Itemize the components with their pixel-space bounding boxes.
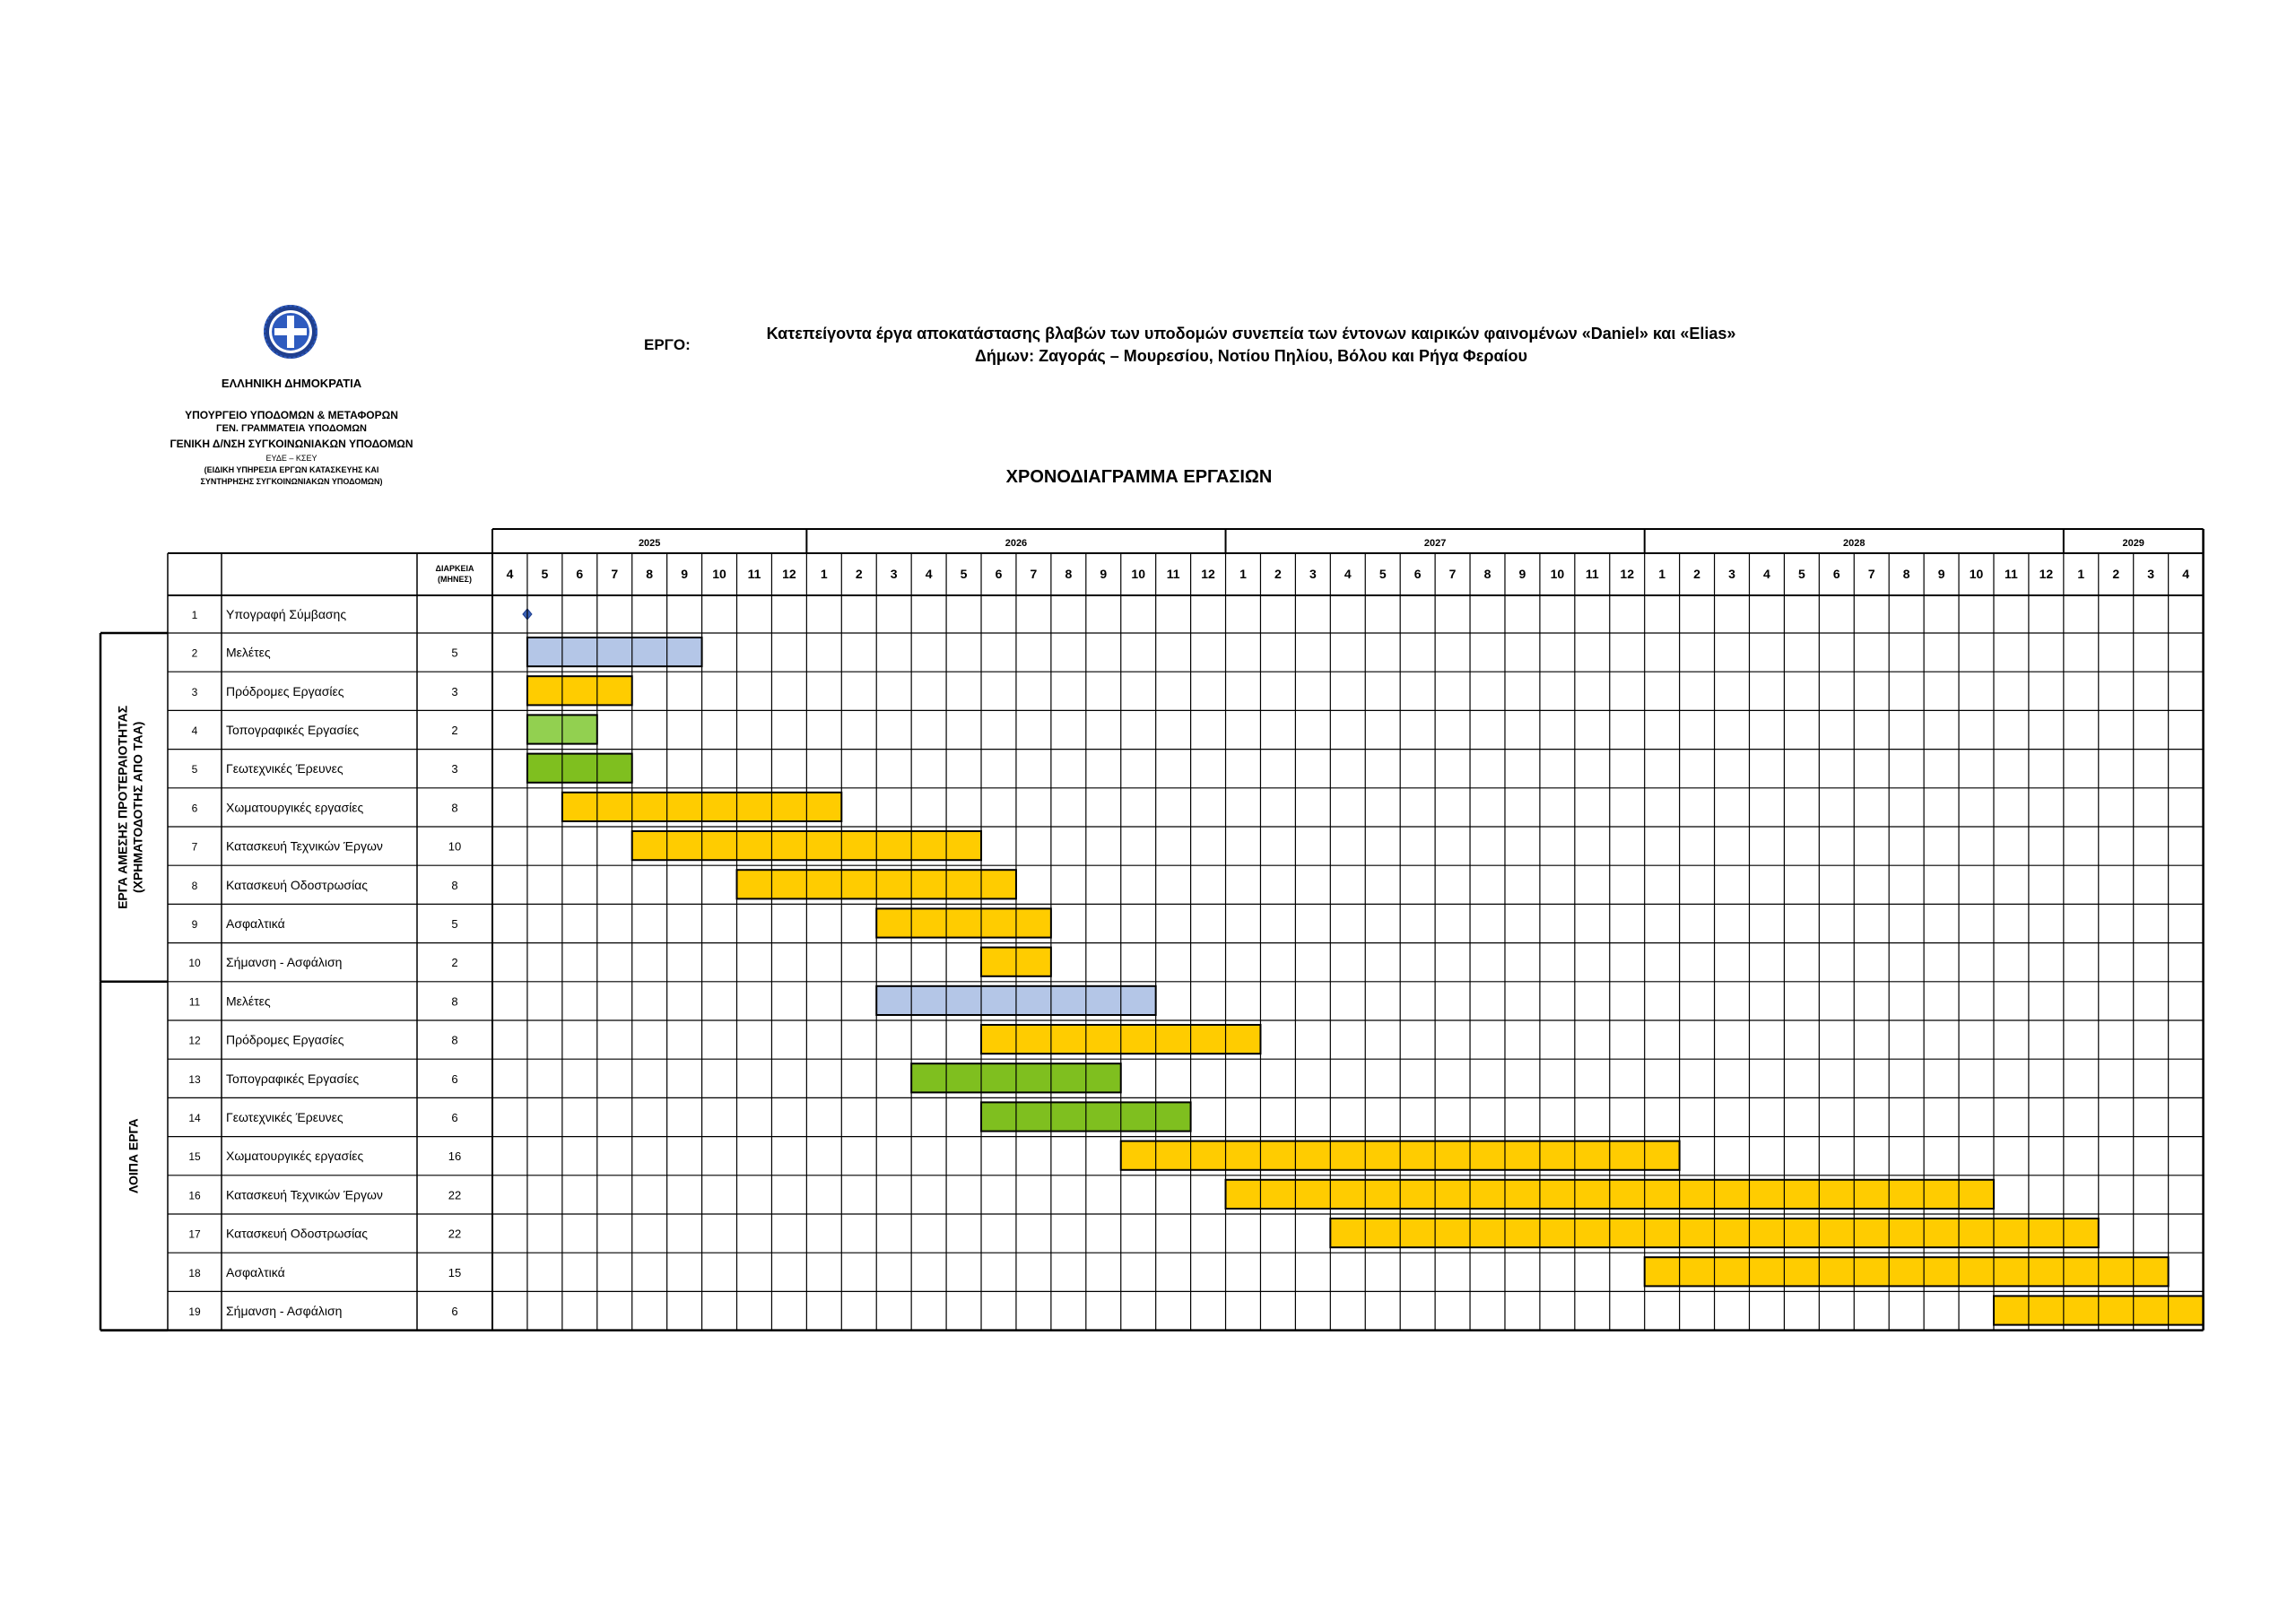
project-label: ΕΡΓΟ: — [644, 336, 691, 353]
month-label: 9 — [1100, 567, 1108, 581]
project-title-line-1: Κατεπείγοντα έργα αποκατάστασης βλαβών των υποδομών συνεπεία των έντονων καιρικών φαινομένων «Daniel» και «Elias» — [766, 325, 1736, 343]
task-name: Γεωτεχνικές Έρευνες — [226, 761, 344, 776]
month-label: 12 — [1201, 567, 1215, 581]
month-label: 4 — [1344, 567, 1352, 581]
task-duration: 3 — [451, 684, 458, 698]
month-label: 3 — [890, 567, 898, 581]
gantt-bar — [876, 908, 1051, 937]
month-label: 8 — [1483, 567, 1492, 581]
month-label: 10 — [1131, 567, 1145, 581]
month-label: 2 — [855, 567, 863, 581]
schedule-title: ΧΡΟΝΟΔΙΑΓΡΑΜΜΑ ΕΡΓΑΣΙΩΝ — [1005, 467, 1273, 487]
task-name: Κατασκευή Οδοστρωσίας — [226, 1226, 369, 1241]
month-label: 8 — [1065, 567, 1073, 581]
task-number: 18 — [188, 1266, 201, 1279]
month-label: 6 — [1413, 567, 1422, 581]
task-number: 15 — [188, 1150, 201, 1164]
group-label-sub: (ΧΡΗΜΑΤΟΔΟΤΗΣ ΑΠΟ ΤΑΑ) — [130, 721, 145, 894]
month-label: 10 — [1550, 567, 1565, 581]
month-label: 11 — [2005, 567, 2018, 581]
task-number: 2 — [191, 646, 198, 660]
month-label: 6 — [576, 567, 584, 581]
month-label: 1 — [820, 567, 828, 581]
month-label: 7 — [1030, 567, 1038, 581]
country-name: ΕΛΛΗΝΙΚΗ ΔΗΜΟΚΡΑΤΙΑ — [221, 377, 362, 390]
month-label: 6 — [1832, 567, 1840, 581]
task-duration: 16 — [448, 1149, 462, 1164]
duration-header-unit: (ΜΗΝΕΣ) — [438, 575, 472, 584]
task-duration: 2 — [451, 724, 458, 737]
month-label: 10 — [1969, 567, 1984, 581]
task-duration: 6 — [451, 1305, 458, 1318]
month-label: 9 — [681, 567, 689, 581]
task-name: Κατασκευή Τεχνικών Έργων — [226, 1187, 383, 1202]
task-duration: 8 — [451, 878, 458, 892]
month-label: 9 — [1518, 567, 1526, 581]
task-number: 16 — [188, 1189, 201, 1202]
month-label: 2 — [1693, 567, 1700, 581]
group-label: ΕΡΓΑ ΑΜΕΣΗΣ ΠΡΟΤΕΡΑΙΟΤΗΤΑΣ — [115, 705, 130, 909]
task-number: 10 — [188, 957, 201, 970]
task-name: Πρόδρομες Εργασίες — [226, 683, 344, 698]
month-label: 1 — [2077, 567, 2085, 581]
year-label: 2028 — [1843, 538, 1866, 549]
month-label: 7 — [1448, 567, 1457, 581]
task-number: 19 — [188, 1305, 201, 1318]
group-label: ΛΟΙΠΑ ΕΡΓΑ — [126, 1118, 141, 1193]
gantt-bar — [527, 676, 632, 705]
month-label: 2 — [2112, 567, 2120, 581]
task-duration: 22 — [448, 1227, 462, 1241]
task-name: Κατασκευή Τεχνικών Έργων — [226, 838, 383, 854]
month-label: 8 — [646, 567, 654, 581]
year-label: 2026 — [1004, 538, 1028, 549]
task-duration: 8 — [451, 1033, 458, 1047]
task-number: 17 — [188, 1227, 201, 1241]
task-number: 13 — [188, 1072, 201, 1086]
gantt-bar — [527, 754, 632, 783]
ministry-line-3: ΓΕΝΙΚΗ Δ/ΝΣΗ ΣΥΓΚΟΙΝΩΝΙΑΚΩΝ ΥΠΟΔΟΜΩΝ — [170, 438, 413, 450]
month-label: 4 — [506, 567, 514, 581]
task-name: Υπογραφή Σύμβασης — [226, 607, 347, 621]
month-label: 11 — [1585, 567, 1599, 581]
month-label: 8 — [1902, 567, 1910, 581]
task-duration: 3 — [451, 762, 458, 776]
month-label: 4 — [1763, 567, 1770, 581]
month-label: 12 — [1620, 567, 1635, 581]
month-label: 10 — [712, 567, 726, 581]
task-duration: 10 — [448, 839, 462, 854]
task-name: Χωματουργικές εργασίες — [226, 800, 364, 815]
month-label: 11 — [1166, 567, 1180, 581]
task-number: 8 — [191, 879, 198, 892]
gantt-bar — [1645, 1257, 2169, 1286]
task-duration: 2 — [451, 956, 458, 970]
task-number: 7 — [191, 840, 198, 854]
task-name: Χωματουργικές εργασίες — [226, 1149, 364, 1164]
ministry-line-1: ΥΠΟΥΡΓΕΙΟ ΥΠΟΔΟΜΩΝ & ΜΕΤΑΦΟΡΩΝ — [185, 409, 398, 421]
ministry-line-4: ΕΥΔΕ – ΚΣΕΥ — [265, 454, 317, 463]
month-label: 1 — [1239, 567, 1247, 581]
year-label: 2025 — [638, 538, 661, 549]
ministry-line-2: ΓΕΝ. ΓΡΑΜΜΑΤΕΙΑ ΥΠΟΔΟΜΩΝ — [216, 423, 367, 434]
task-name: Κατασκευή Οδοστρωσίας — [226, 877, 369, 892]
month-label: 9 — [1937, 567, 1945, 581]
month-label: 3 — [2147, 567, 2155, 581]
gantt-bar — [527, 638, 702, 666]
duration-header: ΔΙΑΡΚΕΙΑ — [435, 564, 474, 573]
task-name: Τοπογραφικές Εργασίες — [226, 723, 360, 737]
task-number: 11 — [188, 995, 201, 1009]
task-name: Μελέτες — [226, 645, 271, 660]
month-label: 3 — [1309, 567, 1317, 581]
task-name: Σήμανση - Ασφάλιση — [226, 955, 343, 970]
task-name: Σήμανση - Ασφάλιση — [226, 1304, 343, 1318]
task-number: 1 — [191, 609, 198, 621]
month-label: 5 — [541, 567, 549, 581]
month-label: 5 — [1378, 567, 1387, 581]
task-name: Πρόδρομες Εργασίες — [226, 1032, 344, 1047]
ministry-line-5: (ΕΙΔΙΚΗ ΥΠΗΡΕΣΙΑ ΕΡΓΩΝ ΚΑΤΑΣΚΕΥΗΣ ΚΑΙ — [204, 465, 379, 474]
month-label: 11 — [747, 567, 761, 581]
month-label: 6 — [995, 567, 1003, 581]
task-number: 9 — [191, 918, 198, 931]
month-label: 12 — [2039, 567, 2054, 581]
task-duration: 5 — [451, 917, 458, 931]
task-duration: 8 — [451, 994, 458, 1009]
task-duration: 8 — [451, 801, 458, 815]
month-label: 5 — [960, 567, 968, 581]
month-label: 4 — [925, 567, 933, 581]
month-label: 7 — [1867, 567, 1875, 581]
month-label: 5 — [1797, 567, 1805, 581]
year-label: 2029 — [2122, 538, 2144, 549]
task-duration: 6 — [451, 1071, 458, 1086]
month-label: 3 — [1728, 567, 1735, 581]
task-duration: 15 — [448, 1265, 462, 1279]
task-number: 14 — [188, 1112, 201, 1124]
month-label: 12 — [782, 567, 796, 581]
task-name: Τοπογραφικές Εργασίες — [226, 1071, 360, 1086]
task-name: Μελέτες — [226, 993, 271, 1009]
task-name: Γεωτεχνικές Έρευνες — [226, 1110, 344, 1124]
month-label: 4 — [2182, 567, 2190, 581]
project-title-line-2: Δήμων: Ζαγοράς – Μουρεσίου, Νοτίου Πηλίου, Βόλου και Ρήγα Φεραίου — [974, 347, 1528, 365]
task-duration: 6 — [451, 1111, 458, 1124]
task-name: Ασφαλτικά — [226, 1264, 285, 1279]
task-duration: 22 — [448, 1188, 462, 1202]
task-number: 5 — [191, 763, 198, 776]
year-label: 2027 — [1423, 538, 1447, 549]
task-name: Ασφαλτικά — [226, 916, 285, 931]
task-number: 4 — [191, 724, 198, 737]
ministry-line-6: ΣΥΝΤΗΡΗΣΗΣ ΣΥΓΚΟΙΝΩΝΙΑΚΩΝ ΥΠΟΔΟΜΩΝ) — [200, 477, 383, 486]
task-number: 12 — [188, 1034, 201, 1047]
task-number: 3 — [191, 685, 198, 698]
month-label: 2 — [1274, 567, 1282, 581]
month-label: 1 — [1658, 567, 1666, 581]
month-label: 7 — [611, 567, 619, 581]
task-number: 6 — [191, 802, 198, 815]
task-duration: 5 — [451, 646, 458, 660]
